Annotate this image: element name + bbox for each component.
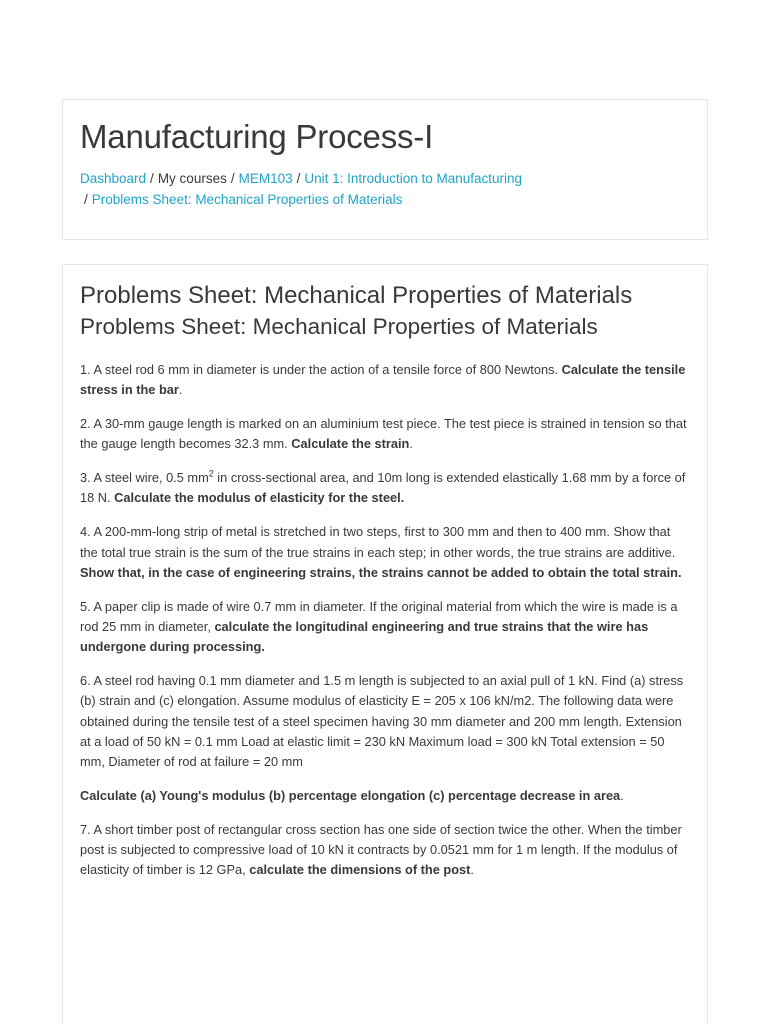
- problem-4: 4. A 200-mm-long strip of metal is stretched in two steps, first to 300 mm and then to 400 mm. Show that the total true strain is the sum of the true strains in each step; in other words, the true strains are additive. Show that, in the case of engineering strains, the strains cannot be added to obtain the total strain.: [80, 524, 682, 580]
- problem-3: 3. A steel wire, 0.5 $mm^2$ in cross-sectional area, and 10m long is extended elastically 1.68 mm by a force of 18 N. Calculate the modulus of elasticity for the steel.: [80, 468, 686, 506]
- problem-5: 5. A paper clip is made of wire 0.7 mm in diameter. If the original material from which the wire is made is a rod 25 mm in diameter, calculate the longitudinal engineering and true strains that the wire has undergone during processing.: [80, 598, 678, 655]
- breadcrumb-separator: /: [150, 171, 154, 186]
- breadcrumb-separator: /: [296, 171, 301, 186]
- problem-7: 7. A short timber post of rectangular cross section has one side of section twice the other. When the timber post is subjected to compressive load of 10 kN it contracts by 0.0521 mm for 1 m length. If the modulus of elasticity of timber is 12 GPa, calculate the dimensions of the post.: [80, 821, 682, 878]
- breadcrumb: [80, 169, 550, 210]
- problems-list: [80, 360, 690, 881]
- problem-1: 1. A steel rod 6 mm in diameter is under the action of a tensile force of 800 Newtons. Calculate the tensile stress in the bar.: [80, 362, 686, 398]
- problem-6: 6. A steel rod having 0.1 mm diameter and 1.5 m length is subjected to an axial pull of 1 kN. Find (a) stress (b) strain and (c) elongation. Assume modulus of elasticity E = 205 x 106 kN/m2. The following data were obtained during the tensile test of a steel specimen having 30 mm diameter and 200 mm length. Extension at a load of 50 kN = 0.1 mm Load at elastic limit = 230 kN Maximum load = 300 kN Total extension = 50 mm, Diameter of rod at failure = 20 mm: [80, 673, 684, 770]
- breadcrumb-current-link[interactable]: Problems Sheet: Mechanical Properties of Materials: [91, 191, 403, 207]
- breadcrumb-dashboard-link[interactable]: Dashboard: [80, 171, 147, 186]
- problem-2: 2. A 30-mm gauge length is marked on an aluminium test piece. The test piece is strained in tension so that the gauge length becomes 32.3 mm. Calculate the strain.: [80, 416, 687, 452]
- breadcrumb-separator: /: [84, 191, 88, 207]
- breadcrumb-separator: /: [230, 171, 235, 186]
- breadcrumb-unit-link[interactable]: Unit 1: Introduction to Manufacturing: [304, 171, 523, 186]
- content-heading: Problems Sheet: Mechanical Properties of Materials: [80, 314, 598, 339]
- page-heading: Problems Sheet: Mechanical Properties of Materials: [80, 282, 633, 309]
- breadcrumb-my-courses: My courses: [157, 171, 227, 186]
- course-header-card: [62, 99, 708, 240]
- breadcrumb-course-link[interactable]: MEM103: [238, 171, 293, 186]
- problem-6-question: Calculate (a) Young's modulus (b) percentage elongation (c) percentage decrease in area.: [80, 788, 624, 804]
- course-title: Manufacturing Process-I: [80, 118, 434, 155]
- main-content-card: [62, 264, 708, 1024]
